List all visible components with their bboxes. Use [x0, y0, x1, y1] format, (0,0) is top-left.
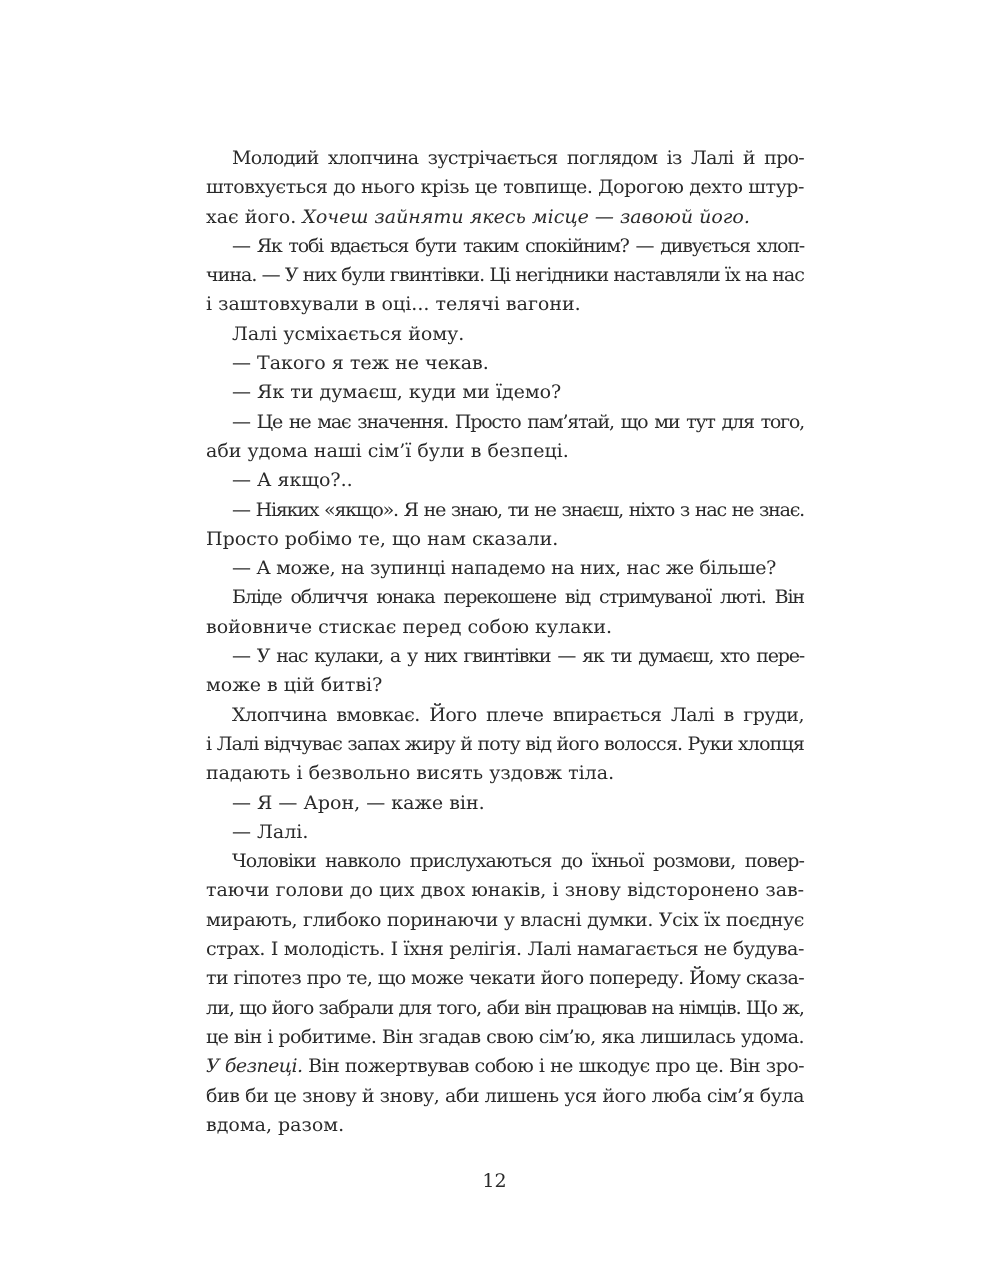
paragraph [206, 466, 804, 495]
paragraph [206, 320, 804, 349]
text-line: — У нас кулаки, а у них гвинтівки — як ти думаєш, хто пере- [232, 645, 804, 668]
text-line: може в цій битві? [206, 674, 383, 697]
text-line: Лалі усміхається йому. [232, 322, 465, 345]
text-line [206, 203, 804, 232]
paragraph [206, 408, 804, 467]
text-line: ти гіпотез про те, що може чекати його попереду. Йому сказа- [206, 967, 804, 990]
paragraph [206, 554, 804, 583]
text-segment: Він пожертвував собою і не шкодує про це. Він зро- [302, 1055, 804, 1078]
paragraph [206, 818, 804, 847]
text-line: Хлопчина вмовкає. Його плече впирається Лалі в груди, [232, 703, 804, 726]
paragraph [206, 642, 804, 701]
text-line: — Ніяких «якщо». Я не знаю, ти не знаєш, ніхто з нас не знає. [232, 498, 804, 521]
text-segment: хає його. [206, 205, 303, 228]
text-line: — Такого я теж не чекав. [232, 352, 489, 375]
text-line: таючи голови до цих двох юнаків, і знову відсторонено зав- [206, 879, 804, 902]
text-line: — А може, на зупинці нападемо на них, нас же більше? [232, 557, 776, 580]
text-line: і заштовхували в оці... телячі вагони. [206, 293, 581, 316]
paragraph [206, 583, 804, 642]
text-line: ли, що його забрали для того, аби він працював на німців. Що ж, [206, 996, 804, 1019]
text-line: і Лалі відчуває запах жиру й поту від його волосся. Руки хлопця [206, 732, 804, 755]
paragraph [206, 144, 804, 232]
italic-text: Хочеш зайняти якесь місце — завоюй його. [302, 205, 750, 228]
paragraph [206, 349, 804, 378]
text-line: вдома, разом. [206, 1113, 345, 1136]
text-line: штовхується до нього крізь це товпище. Дорогою дехто штур- [206, 176, 804, 199]
text-line: Бліде обличчя юнака перекошене від стримуваної люті. Він [232, 586, 804, 609]
text-line: — Як ти думаєш, куди ми їдемо? [232, 381, 562, 404]
text-line: — Це не має значення. Просто пам’ятай, що ми тут для того, [232, 410, 804, 433]
paragraph [206, 496, 804, 555]
page-number: 12 [482, 1170, 507, 1192]
text-line: мирають, глибоко поринаючи у власні думки. Усіх їх поєднує [206, 908, 804, 931]
paragraph [206, 789, 804, 818]
italic-text: У безпеці. [206, 1055, 303, 1078]
text-line: — Як тобі вдається бути таким спокійним? — дивується хлоп- [232, 234, 804, 257]
text-line: Молодий хлопчина зустрічається поглядом із Лалі й про- [232, 147, 804, 169]
text-line: войовниче стискає перед собою кулаки. [206, 615, 613, 638]
text-line: — Я — Арон, — каже він. [232, 791, 485, 814]
body-text [206, 144, 804, 1140]
text-line: страх. І молодість. І їхня релігія. Лалі намагається не будува- [206, 938, 804, 961]
text-line: чина. — У них були гвинтівки. Ці негідники наставляли їх на нас [206, 264, 804, 287]
text-line [206, 1052, 804, 1081]
text-line: — А якщо?.. [232, 469, 353, 492]
text-line: Чоловіки навколо прислухаються до їхньої розмови, повер- [232, 850, 804, 873]
text-line: бив би це знову й знову, аби лишень уся його люба сім’я була [206, 1084, 804, 1107]
paragraph [206, 232, 804, 320]
text-line: — Лалі. [232, 820, 309, 843]
text-line: аби удома наші сім’ї були в безпеці. [206, 439, 569, 462]
text-line: падають і безвольно висять уздовж тіла. [206, 762, 615, 785]
paragraph [206, 378, 804, 407]
paragraph [206, 701, 804, 789]
text-line: Просто робімо те, що нам сказали. [206, 527, 559, 550]
text-line: це він і робитиме. Він згадав свою сім’ю, яка лишилась удома. [206, 1025, 804, 1048]
paragraph [206, 847, 804, 1140]
